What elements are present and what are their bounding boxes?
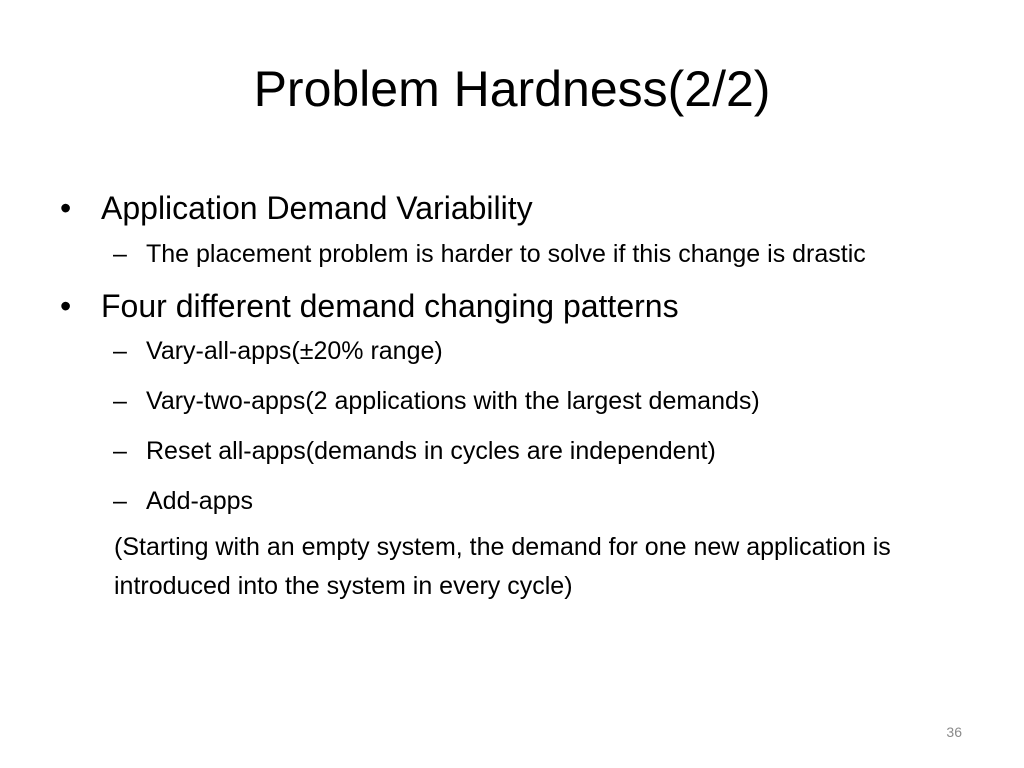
bullet-item [58,288,958,325]
sub-bullet-item [58,482,958,521]
sub-bullet-text: Vary-all-apps(±20% range) [146,337,443,366]
sub-bullet-text: Vary-two-apps(2 applications with the largest demands) [146,387,760,416]
sub-bullet-text: The placement problem is harder to solve if this change is drastic [146,239,866,268]
sub-bullet-item [58,235,958,274]
sub-bullet-text: Reset all-apps(demands in cycles are independent) [146,436,716,465]
bullet-icon: • [60,287,72,324]
note-text: (Starting with an empty system, the demand for one new application is introduced into the system in every cycle) [114,533,891,601]
slide-title: Problem Hardness(2/2) [253,61,771,117]
bullet-icon: • [60,190,72,226]
sub-bullet-item [58,382,958,421]
bullet-item [58,190,958,227]
bullet-text: Four different demand changing patterns [101,287,679,324]
dash-icon: – [113,239,127,268]
dash-icon: – [113,387,127,416]
dash-icon: – [113,337,127,366]
bullet-text: Application Demand Variability [101,190,533,226]
sub-bullet-item [58,432,958,471]
slide-content [58,190,958,606]
page-number: 36 [946,724,962,740]
dash-icon: – [113,486,127,515]
sub-bullet-item [58,332,958,371]
sub-bullet-text: Add-apps [146,486,254,515]
dash-icon: – [113,436,127,465]
